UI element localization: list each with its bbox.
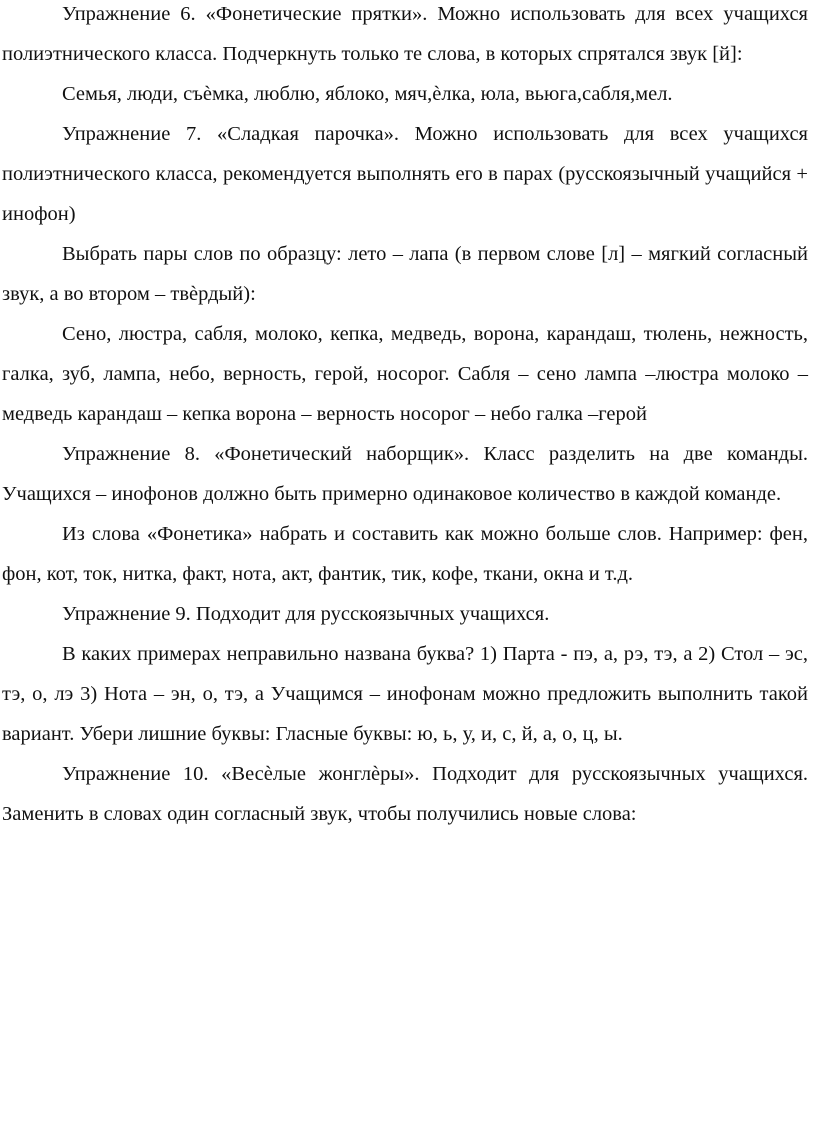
paragraph-exercise-8-task: Из слова «Фонетика» набрать и составить как можно больше слов. Например: фен, фон, кот, ток, нитка, факт, нота, акт, фантик, тик, кофе, ткани, окна и т.д. <box>2 523 808 585</box>
paragraph-exercise-9: Упражнение 9. Подходит для русскоязычных учащихся. <box>62 603 550 625</box>
paragraph-exercise-6-words: Семья, люди, съѐмка, люблю, яблоко, мяч,ѐлка, юла, вьюга,сабля,мел. <box>62 83 673 105</box>
paragraph-exercise-8: Упражнение 8. «Фонетический наборщик». Класс разделить на две команды. Учащихся – инофонов должно быть примерно одинаковое количество в каждой команде. <box>2 443 808 505</box>
paragraph-exercise-7: Упражнение 7. «Сладкая парочка». Можно использовать для всех учащихся полиэтнического класса, рекомендуется выполнять его в парах (русскоязычный учащийся + инофон) <box>2 123 808 225</box>
paragraph-exercise-6: Упражнение 6. «Фонетические прятки». Можно использовать для всех учащихся полиэтнического класса. Подчеркнуть только те слова, в которых спрятался звук [й]: <box>2 3 808 65</box>
paragraph-exercise-9-task: В каких примерах неправильно названа буква? 1) Парта - пэ, а, рэ, тэ, а 2) Стол – эс, тэ, о, лэ 3) Нота – эн, о, тэ, а Учащимся – инофонам можно предложить выполнить такой вариант. Убери лишние буквы: Гласные буквы: ю, ь, у, и, с, й, а, о, ц, ы. <box>2 643 808 745</box>
paragraph-exercise-7-instruction: Выбрать пары слов по образцу: лето – лапа (в первом слове [л] – мягкий согласный звук, а во втором – твѐрдый): <box>2 243 808 305</box>
paragraph-exercise-7-words: Сено, люстра, сабля, молоко, кепка, медведь, ворона, карандаш, тюлень, нежность, галка, зуб, лампа, небо, верность, герой, носорог. Сабля – сено лампа –люстра молоко – медведь карандаш – кепка ворона – верность носорог – небо галка –герой <box>2 323 808 425</box>
paragraph-exercise-10: Упражнение 10. «Весѐлые жонглѐры». Подходит для русскоязычных учащихся. Заменить в словах один согласный звук, чтобы получились новые слова: <box>2 763 808 825</box>
